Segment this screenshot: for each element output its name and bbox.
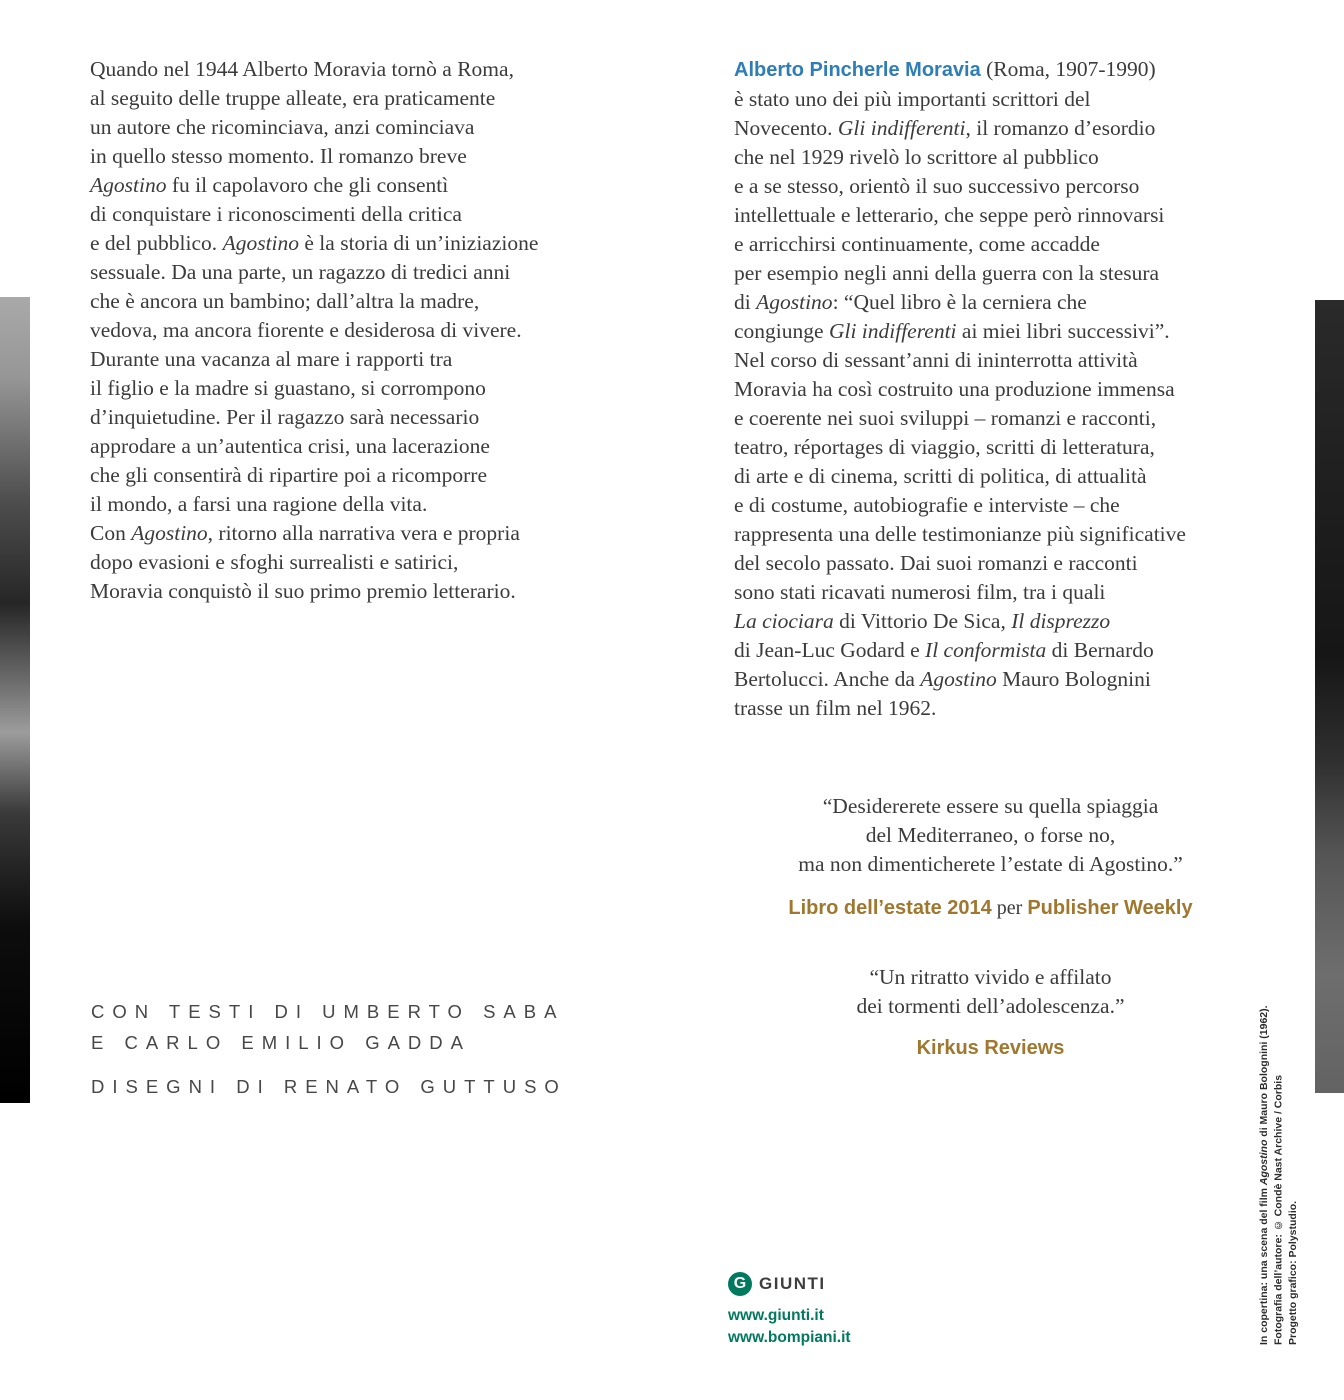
bompiani-url: www.bompiani.it bbox=[728, 1329, 851, 1346]
author-bio-text: Alberto Pincherle Moravia (Roma, 1907-1990) è stato uno dei più importanti scrittori del Novecento. Gli indifferenti, il romanzo d’esordio che nel 1929 rivelò lo scrittore al pubblico e a se stesso, orientò il suo successivo percorso intellettuale e letterario, che seppe però rinnovarsi e arricchirsi continuamente, come accadde per esempio negli anni della guerra con la stesura di Agostino: “Quel libro è la cerniera che congiunge Gli indifferenti ai miei libri successivi”. Nel corso di sessant’anni di ininterrotta attività Moravia ha così costruito una produzione immensa e coerente nei suoi sviluppi – romanzi e racconti, teatro, réportages di viaggio, scritti di letteratura, di arte e di cinema, scritti di politica, di attualità e di costume, autobiografie e interviste – che rappresenta una delle testimonianze più significative del secolo passato. Dai suoi romanzi e racconti sono stati ricavati numerosi film, tra i quali La ciociara di Vittorio De Sica, Il disprezzo di Jean-Luc Godard e Il conformista di Bernardo Bertolucci. Anche da Agostino Mauro Bolognini trasse un film nel 1962. bbox=[734, 57, 1186, 720]
review-quote-publisher-weekly: “Desidererete essere su quella spiaggia del Mediterraneo, o forse no, ma non dimenticherete l’estate di Agostino.” bbox=[798, 794, 1183, 876]
review-attribution-publisher-weekly: Libro dell’estate 2014 per Publisher Weekly bbox=[788, 897, 1193, 919]
review-attribution-kirkus: Kirkus Reviews bbox=[916, 1037, 1065, 1059]
publisher-footer bbox=[728, 1272, 851, 1349]
giunti-url: www.giunti.it bbox=[728, 1307, 824, 1324]
synopsis-text: Quando nel 1944 Alberto Moravia tornò a Roma, al seguito delle truppe alleate, era praticamente un autore che ricominciava, anzi cominciava in quello stesso momento. Il romanzo breve Agostino fu il capolavoro che gli consentì di conquistare i riconoscimenti della critica e del pubblico. Agostino è la storia di un’iniziazione sessuale. Da una parte, un ragazzo di tredici anni che è ancora un bambino; dall’altra la madre, vedova, ma ancora fiorente e desiderosa di vivere. Durante una vacanza al mare i rapporti tra il figlio e la madre si guastano, si corrompono d’inquietudine. Per il ragazzo sarà necessario approdare a un’autentica crisi, una lacerazione che gli consentirà di ripartire poi a ricomporre il mondo, a farsi una ragione della vita. Con Agostino, ritorno alla narrativa vera e propria dopo evasioni e sfoghi surrealisti e satirici, Moravia conquistò il suo primo premio letterario. bbox=[90, 57, 539, 603]
publisher-name: GIUNTI bbox=[759, 1274, 826, 1293]
review-quote-kirkus: “Un ritratto vivido e affilato dei tormenti dell’adolescenza.” bbox=[856, 965, 1125, 1018]
giunti-logo-icon: G bbox=[728, 1272, 752, 1296]
cover-photo-strip-left bbox=[0, 297, 30, 1103]
publisher-logo-row bbox=[728, 1272, 851, 1296]
jacket-credits-vertical-text: In copertina: una scena del film Agostino di Mauro Bolognini (1962). Fotografia dell’autore: © Condè Nast Archive / Corbis Progetto grafico: Polystudio. bbox=[1257, 1005, 1299, 1345]
contributors-text: CON TESTI DI UMBERTO SABA E CARLO EMILIO GADDA bbox=[91, 1001, 565, 1053]
cover-photo-strip-right bbox=[1315, 300, 1344, 1093]
illustrator-text: DISEGNI DI RENATO GUTTUSO bbox=[91, 1076, 567, 1097]
